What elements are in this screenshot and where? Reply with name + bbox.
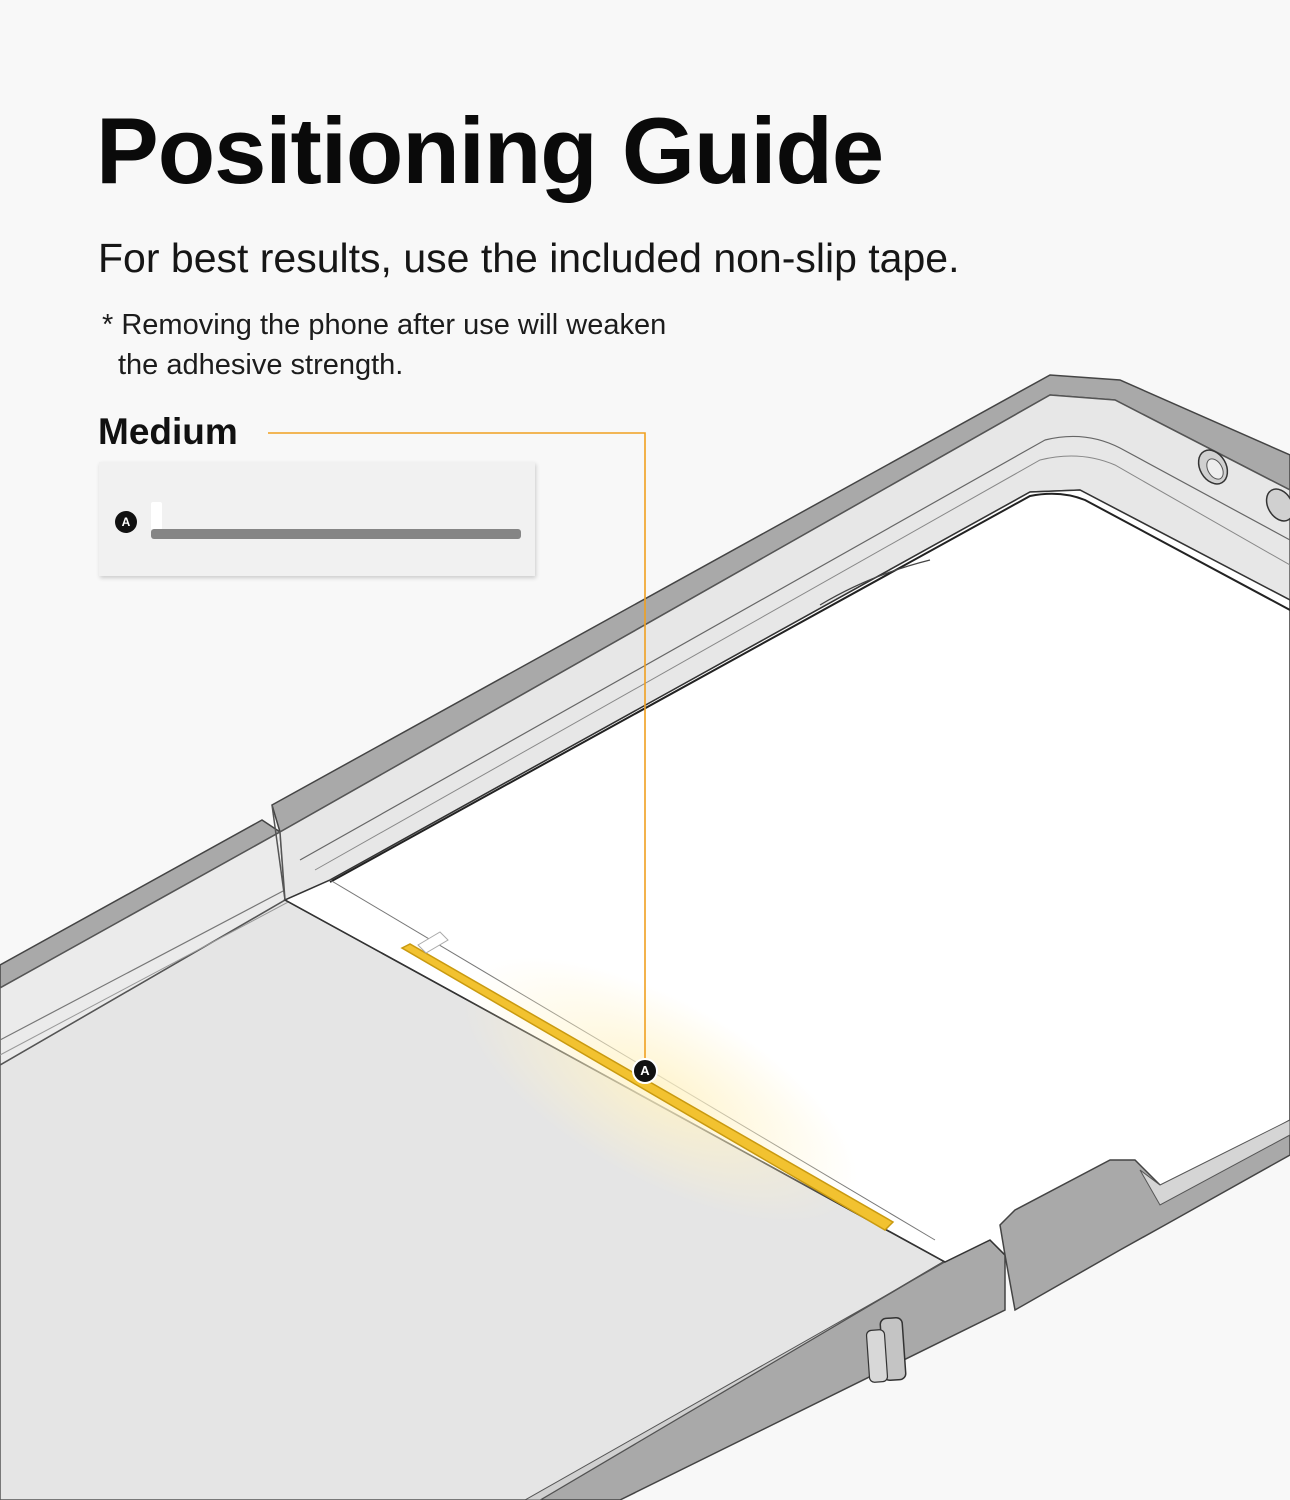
badge-a-icon: A (115, 511, 137, 533)
tape-size-label: Medium (98, 411, 238, 452)
usage-note-line-1: * Removing the phone after use will weaken (102, 309, 667, 341)
position-marker-a: A (632, 1058, 658, 1084)
tape-preview-card (99, 462, 535, 576)
page-title: Positioning Guide (96, 98, 884, 203)
usage-note-line-2: the adhesive strength. (118, 349, 404, 381)
adhesive-tape-strip-icon (151, 529, 521, 539)
tape-liner (151, 502, 162, 530)
page-subtitle: For best results, use the included non-slip tape. (98, 235, 960, 281)
usage-note (102, 305, 666, 385)
